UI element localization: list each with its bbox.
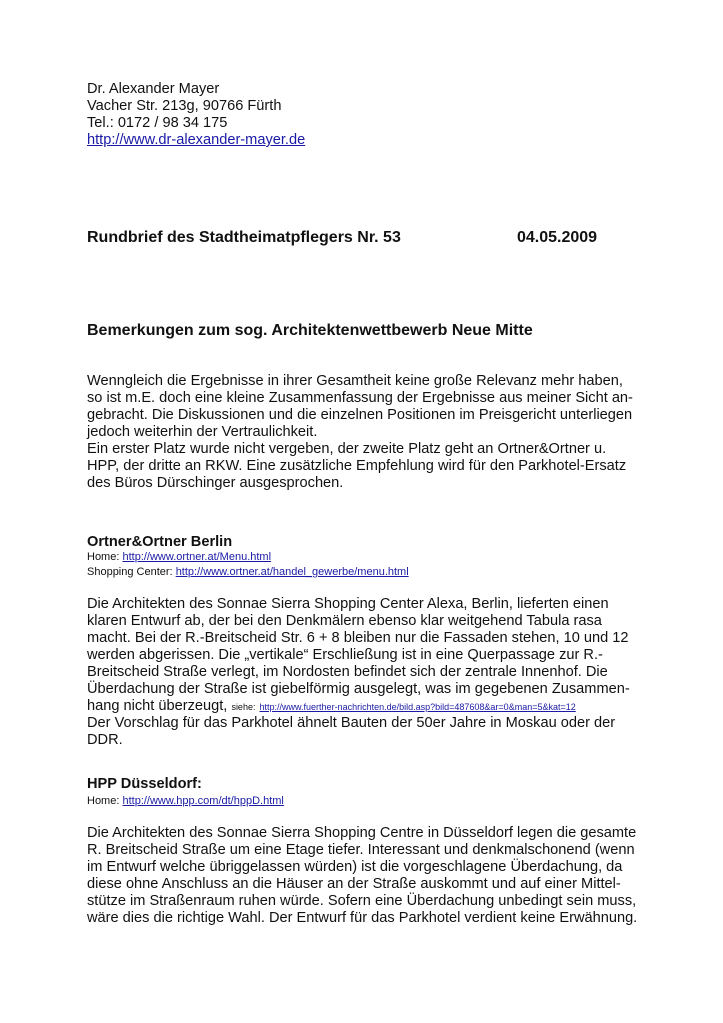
shop-label: Shopping Center: bbox=[87, 566, 173, 578]
sender-website-link[interactable]: http://www.dr-alexander-mayer.de bbox=[87, 132, 306, 148]
hpp-home-link[interactable]: http://www.hpp.com/dt/hppD.html bbox=[122, 795, 284, 807]
text-line: klaren Entwurf ab, der bei den Denkmälern ebenso klar weitgehend Tabula rasa bbox=[87, 613, 602, 629]
text-line: diese ohne Anschluss an die Häuser an der Straße auskommt und auf einer Mittel- bbox=[87, 876, 621, 892]
text-line: wäre dies die richtige Wahl. Der Entwurf für das Parkhotel verdient keine Erwähnung. bbox=[87, 910, 638, 926]
text-line: stütze im Straßenraum ruhen würde. Sofern eine Überdachung unbedingt sein muss, bbox=[87, 893, 637, 909]
text-line: werden abgerissen. Die „vertikale“ Erschließung ist in eine Querpassage zur R.- bbox=[87, 647, 603, 663]
sender-block bbox=[87, 81, 305, 149]
text-line: so ist m.E. doch eine kleine Zusammenfassung der Ergebnisse aus meiner Sicht an- bbox=[87, 390, 633, 406]
fn-link[interactable]: http://www.fuerther-nachrichten.de/bild.asp?bild=487608&ar=0&man=5&kat=12 bbox=[259, 702, 576, 712]
text-line: Der Vorschlag für das Parkhotel ähnelt Bauten der 50er Jahre in Moskau oder der bbox=[87, 715, 616, 731]
title-date: 04.05.2009 bbox=[517, 229, 598, 246]
see-label: siehe: bbox=[231, 702, 256, 712]
home-label: Home: bbox=[87, 551, 120, 563]
text-line: Die Architekten des Sonnae Sierra Shopping Center Alexa, Berlin, lieferten einen bbox=[87, 596, 609, 612]
ortner-shop-link[interactable]: http://www.ortner.at/handel_gewerbe/menu.html bbox=[175, 566, 409, 578]
hpp-heading: HPP Düsseldorf: bbox=[87, 776, 202, 792]
section-heading: Bemerkungen zum sog. Architektenwettbewerb Neue Mitte bbox=[87, 322, 533, 339]
home-label: Home: bbox=[87, 795, 120, 807]
title-text: Rundbrief des Stadtheimatpflegers Nr. 53 bbox=[87, 229, 401, 246]
text-line: Wenngleich die Ergebnisse in ihrer Gesamtheit keine große Relevanz mehr haben, bbox=[87, 373, 623, 389]
text-line: macht. Bei der R.-Breitscheid Str. 6 + 8 bleiben nur die Fassaden stehen, 10 und 12 bbox=[87, 630, 629, 646]
ortner-paragraph bbox=[87, 596, 630, 749]
ortner-links bbox=[87, 550, 409, 580]
text-line: R. Breitscheid Straße um eine Etage tiefer. Interessant und denkmalschonend (wenn bbox=[87, 842, 635, 858]
sender-address: Vacher Str. 213g, 90766 Fürth bbox=[87, 98, 282, 114]
ortner-heading: Ortner&Ortner Berlin bbox=[87, 534, 233, 550]
text-line: Die Architekten des Sonnae Sierra Shopping Centre in Düsseldorf legen die gesamte bbox=[87, 825, 637, 841]
text-line: hang nicht überzeugt, bbox=[87, 698, 228, 714]
text-line: jedoch weiterhin der Vertraulichkeit. bbox=[87, 424, 318, 440]
text-line: DDR. bbox=[87, 732, 123, 748]
text-line: Ein erster Platz wurde nicht vergeben, der zweite Platz geht an Ortner&Ortner u. bbox=[87, 441, 607, 457]
text-line: Überdachung der Straße ist giebelförmig ausgelegt, was im gegebenen Zusammen- bbox=[87, 681, 630, 697]
intro-paragraph bbox=[87, 373, 633, 492]
text-line: Breitscheid Straße verlegt, im Nordosten befindet sich der zentrale Innenhof. Die bbox=[87, 664, 608, 680]
page-title bbox=[87, 229, 598, 246]
text-line: gebracht. Die Diskussionen und die einzelnen Positionen im Preisgericht unterliegen bbox=[87, 407, 633, 423]
hpp-links bbox=[87, 794, 284, 809]
text-line: im Entwurf welche übriggelassen würden) ist die vorgeschlagene Überdachung, da bbox=[87, 859, 623, 875]
hpp-paragraph bbox=[87, 825, 637, 927]
text-line: HPP, der dritte an RKW. Eine zusätzliche Empfehlung wird für den Parkhotel-Ersatz bbox=[87, 458, 627, 474]
sender-phone: Tel.: 0172 / 98 34 175 bbox=[87, 115, 228, 131]
text-line: des Büros Dürschinger ausgesprochen. bbox=[87, 475, 344, 491]
sender-name: Dr. Alexander Mayer bbox=[87, 81, 220, 97]
ortner-home-link[interactable]: http://www.ortner.at/Menu.html bbox=[122, 551, 272, 563]
